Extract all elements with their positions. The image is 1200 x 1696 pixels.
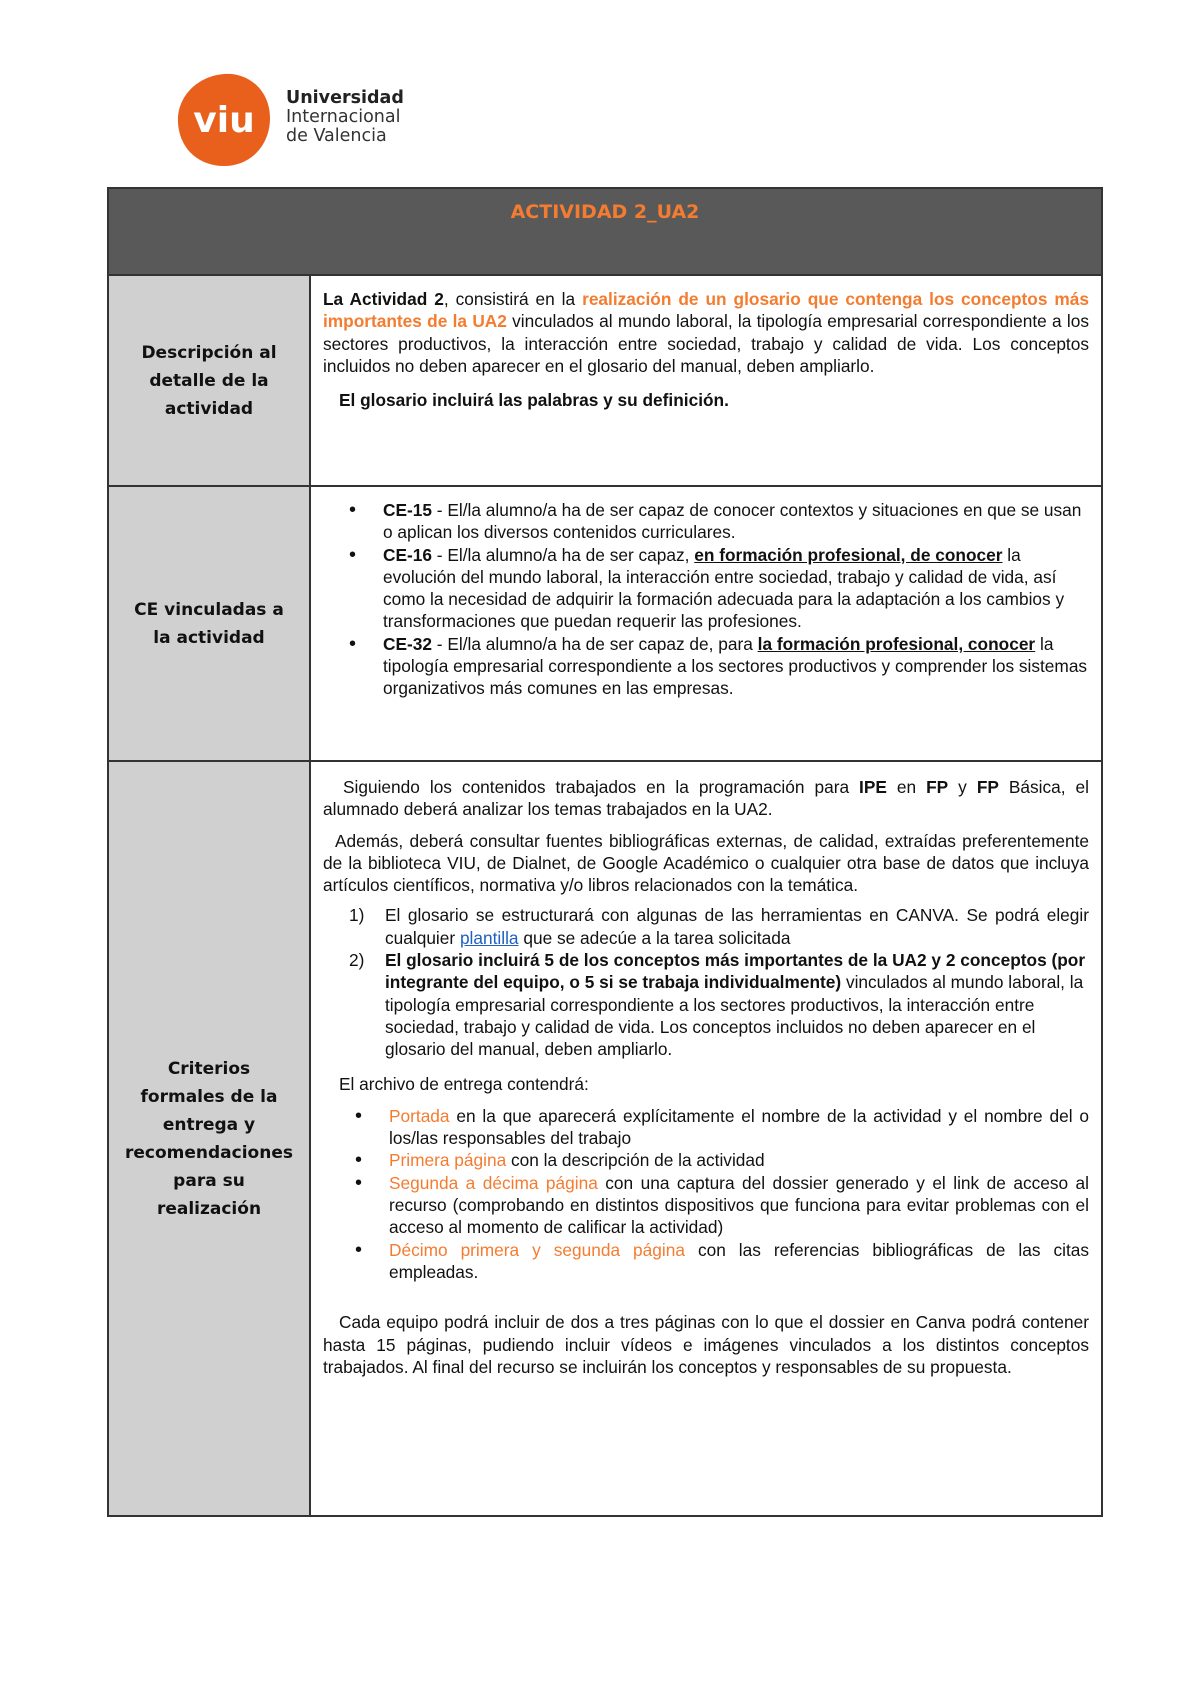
university-name: [286, 89, 404, 146]
viu-logo: [176, 72, 416, 172]
university-name-line3: de Valencia: [286, 126, 387, 146]
description-text-1: , consistirá en la: [443, 289, 583, 309]
description-row: [108, 275, 1102, 486]
viu-logo-mark: [176, 72, 272, 168]
university-name-line2: Internacional: [286, 107, 401, 127]
ce-item: [383, 544, 1089, 633]
description-text-2: vinculados al mundo laboral, la tipología empresarial correspondiente a los sectores productivos, la interacción entre sociedad, trabajo y calidad de vida. Los conceptos incluidos no deben aparecer en el glosario del manual, deben ampliarlo.: [323, 311, 1089, 376]
ce-code: CE-15: [383, 500, 432, 520]
ce-item: [383, 499, 1089, 544]
delivery-item: • Portada en la que aparecerá explícitamente el nombre de la actividad y el nombre del o los/las responsables del trabajo: [389, 1105, 1089, 1150]
numbered-item-2: 2) El glosario incluirá 5 de los conceptos más importantes de la UA2 y 2 conceptos (por integrante del equipo, o 5 si se trabaja individualmente) vinculados al mundo laboral, la tipología empresarial correspondiente a los sectores productivos, la interacción entre sociedad, trabajo y calidad de vida. Los conceptos incluidos no deben aparecer en el glosario del manual, deben ampliarlo.: [349, 950, 1086, 1060]
ce-code: CE-16: [383, 544, 432, 565]
description-paragraph: [323, 288, 1089, 377]
ce-label: CE vinculadas a la actividad: [108, 486, 310, 761]
ce-underlined: la formación profesional, conocer: [757, 633, 1036, 654]
criteria-label: Criterios formales de la entrega y recomendaciones para su realización: [108, 761, 310, 1516]
ce-text: la evolución del mundo laboral, la interacción entre sociedad, trabajo y calidad de vida, así como la necesidad de adquirir la formación adecuada para la adaptación a los cambios y transformaciones que puedan requerir las profesiones.: [383, 544, 1065, 632]
activity-title: ACTIVIDAD 2_UA2: [108, 188, 1102, 275]
description-highlight: realización de un glosario que contenga los conceptos más importantes de la UA2: [323, 289, 1090, 332]
criteria-paragraph-2: Además, deberá consultar fuentes bibliográficas externas, de calidad, extraídas preferentemente de la biblioteca VIU, de Dialnet, de Google Académico o cualquier otra base de datos que incluya artículos científicos, normativa y/o libros relacionados con la temática.: [323, 830, 1089, 896]
delivery-file-intro: El archivo de entrega contendrá:: [339, 1073, 589, 1094]
criteria-row: [108, 761, 1102, 1516]
university-name-line1: Universidad: [286, 88, 404, 108]
header-row: [108, 188, 1102, 275]
ce-text: - El/la alumno/a ha de ser capaz,: [431, 544, 695, 565]
criteria-paragraph-1: Siguiendo los contenidos trabajados en la programación para IPE en FP y FP Básica, el alumnado deberá analizar los temas trabajados en la UA2.: [323, 777, 1089, 820]
ce-text: - El/la alumno/a ha de ser capaz de, para: [431, 633, 758, 654]
ce-text: la tipología empresarial correspondiente a los sectores productivos y comprender los sistemas organizativos más comunes en las empresas.: [383, 633, 1088, 699]
ce-list: [323, 499, 1089, 700]
delivery-item: • Primera página con la descripción de la actividad: [389, 1149, 1089, 1171]
template-link[interactable]: plantilla: [459, 927, 519, 948]
delivery-item: • Décimo primera y segunda página con las referencias bibliográficas de las citas empleadas.: [389, 1239, 1089, 1284]
criteria-content: [310, 761, 1102, 1516]
criteria-numbered-list: [323, 904, 1089, 1060]
numbered-item-1: 1) El glosario se estructurará con algunas de las herramientas en CANVA. Se podrá elegir cualquier plantilla que se adecúe a la tarea solicitada: [349, 905, 1089, 948]
ce-content: [310, 486, 1102, 761]
description-label: Descripción al detalle de la actividad: [108, 275, 310, 486]
activity-table: [107, 187, 1103, 1517]
description-content: [310, 275, 1102, 486]
ce-underlined: en formación profesional, de conocer: [694, 544, 1003, 565]
ce-text: - El/la alumno/a ha de ser capaz de conocer contextos y situaciones en que se usan o aplican los diversos contenidos curriculares.: [383, 500, 1082, 543]
viu-logo-mark-text: viu: [193, 100, 255, 141]
ce-item: [383, 633, 1089, 700]
activity-name: La Actividad 2: [323, 289, 444, 309]
glossary-note: El glosario incluirá las palabras y su definición.: [339, 390, 729, 411]
delivery-item: • Segunda a décima página con una captura del dossier generado y el link de acceso al recurso (comprobando en distintos dispositivos que funciona para evitar problemas con el acceso al momento de calificar la actividad): [389, 1172, 1089, 1239]
criteria-final-paragraph: Cada equipo podrá incluir de dos a tres páginas con lo que el dossier en Canva podrá contener hasta 15 páginas, pudiendo incluir vídeos e imágenes vinculados a los distintos conceptos trabajados. Al final del recurso se incluirán los conceptos y responsables de su propuesta.: [323, 1312, 1089, 1377]
delivery-file-list: [323, 1105, 1089, 1283]
ce-row: [108, 486, 1102, 761]
ce-code: CE-32: [383, 633, 432, 654]
